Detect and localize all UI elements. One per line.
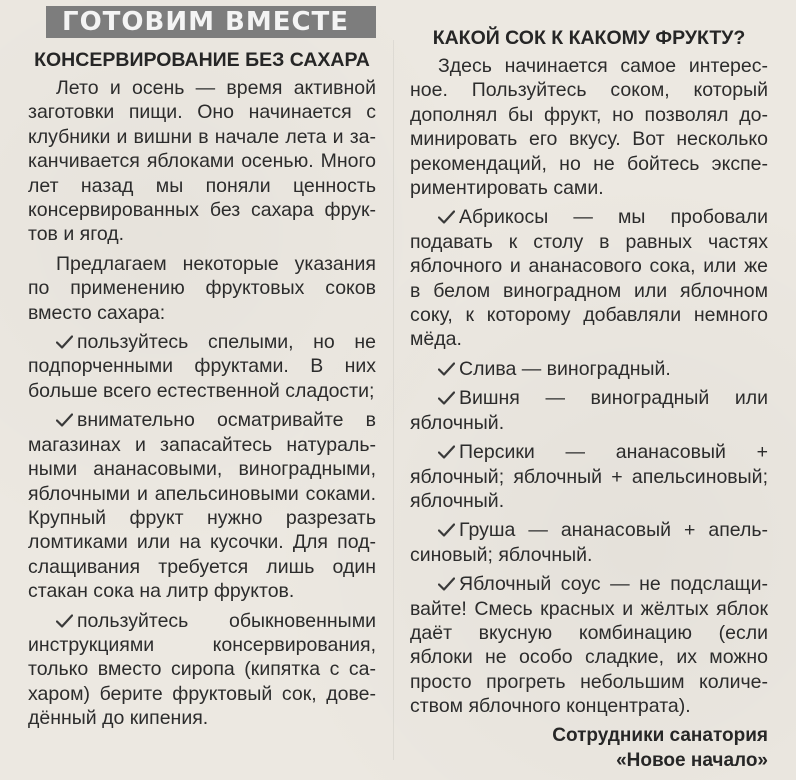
- left-tip-shop-juices: [28, 408, 376, 603]
- checkmark-icon: [438, 391, 455, 405]
- left-article: [28, 48, 376, 731]
- left-tip-text: пользуйтесь спелыми, но не подпорченными фруктами. В них больше всего естественной сладости;: [28, 331, 376, 402]
- checkmark-icon: [56, 413, 73, 427]
- article-signature: [410, 723, 768, 773]
- right-paragraph-text: Здесь начинается самое интересное. Пользуйтесь соком, который дополнял бы фрукт, но позволял доминировать его вкусу. Вот несколько рекомендаций, но не бойтесь экспериментировать сами.: [410, 55, 768, 200]
- left-paragraph-text: Лето и осень — время активной заготовки пищи. Оно начинается с клубники и вишни в начале лета и заканчивается яблоками осенью. Много лет назад мы поняли ценность консервированных без сахара фруктов и ягод.: [28, 77, 376, 246]
- left-tip-text: внимательно осматривайте в магазинах и запасайтесь натуральными ананасовыми, виноградными, яблочными и апельсиновыми соками. Крупный фрукт нужно разрезать ломтиками или на кусочки. Для подслащивания требуется лишь один стакан сока на литр фруктов.: [28, 409, 376, 603]
- right-paragraph-intro: [410, 54, 768, 200]
- rubric-banner: ГОТОВИМ ВМЕСТЕ: [46, 6, 376, 38]
- checkmark-icon: [438, 445, 455, 459]
- checkmark-icon: [438, 210, 455, 224]
- right-article-heading: КАКОЙ СОК К КАКОМУ ФРУКТУ?: [432, 27, 746, 49]
- right-tip-cherry: [410, 386, 768, 435]
- right-tip-text: Слива — виноградный.: [459, 357, 671, 380]
- right-tip-text: Персики — ананасовый + яблочный; яблочный + апельсиновый; яблочный.: [410, 441, 768, 512]
- right-tip-pear: [410, 518, 768, 567]
- right-tip-text: Вишня — виноградный или яблочный.: [410, 387, 768, 434]
- right-tip-text: Груша — ананасовый + апельсиновый; яблочный.: [410, 519, 768, 566]
- left-paragraph-text: Предлагаем некоторые указания по применению фруктовых соков вместо сахара:: [28, 252, 376, 324]
- right-tip-plum: [410, 357, 768, 381]
- right-article: [410, 26, 768, 773]
- column-divider: [393, 40, 394, 760]
- left-tip-ripe-fruit: [28, 330, 376, 403]
- signature-line-staff: Сотрудники санатория: [552, 724, 768, 746]
- checkmark-icon: [438, 577, 455, 591]
- checkmark-icon: [438, 362, 455, 376]
- left-tip-canning-instructions: [28, 609, 376, 731]
- checkmark-icon: [56, 335, 73, 349]
- left-article-heading: КОНСЕРВИРОВАНИЕ БЕЗ САХАРА: [34, 49, 370, 71]
- right-tip-peaches: [410, 440, 768, 513]
- right-tip-apricots: [410, 205, 768, 351]
- right-tip-text: Абрикосы — мы пробовали подавать к столу в равных частях яблочного и ананасового сока, или же в белом виноградном или яблочном соку, к которому добавляли немного мёда.: [410, 206, 768, 351]
- right-tip-apple-sauce: [410, 572, 768, 718]
- signature-line-sanatorium: «Новое начало»: [616, 749, 768, 771]
- right-tip-text: Яблочный соус — не подслащивайте! Смесь красных и жёлтых яблок даёт вкусную комбинацию (если яблоки не особо сладкие, их можно просто прогреть небольшим количеством яблочного концентрата).: [410, 573, 768, 718]
- checkmark-icon: [438, 523, 455, 537]
- left-paragraph-intro: [28, 76, 376, 247]
- left-tip-text: пользуйтесь обыкновенными инструкциями консервирования, только вместо сиропа (кипятка с сахаром) берите фруктовый сок, доведённый до кипения.: [28, 609, 376, 730]
- checkmark-icon: [56, 614, 73, 628]
- left-paragraph-proposal: [28, 252, 376, 325]
